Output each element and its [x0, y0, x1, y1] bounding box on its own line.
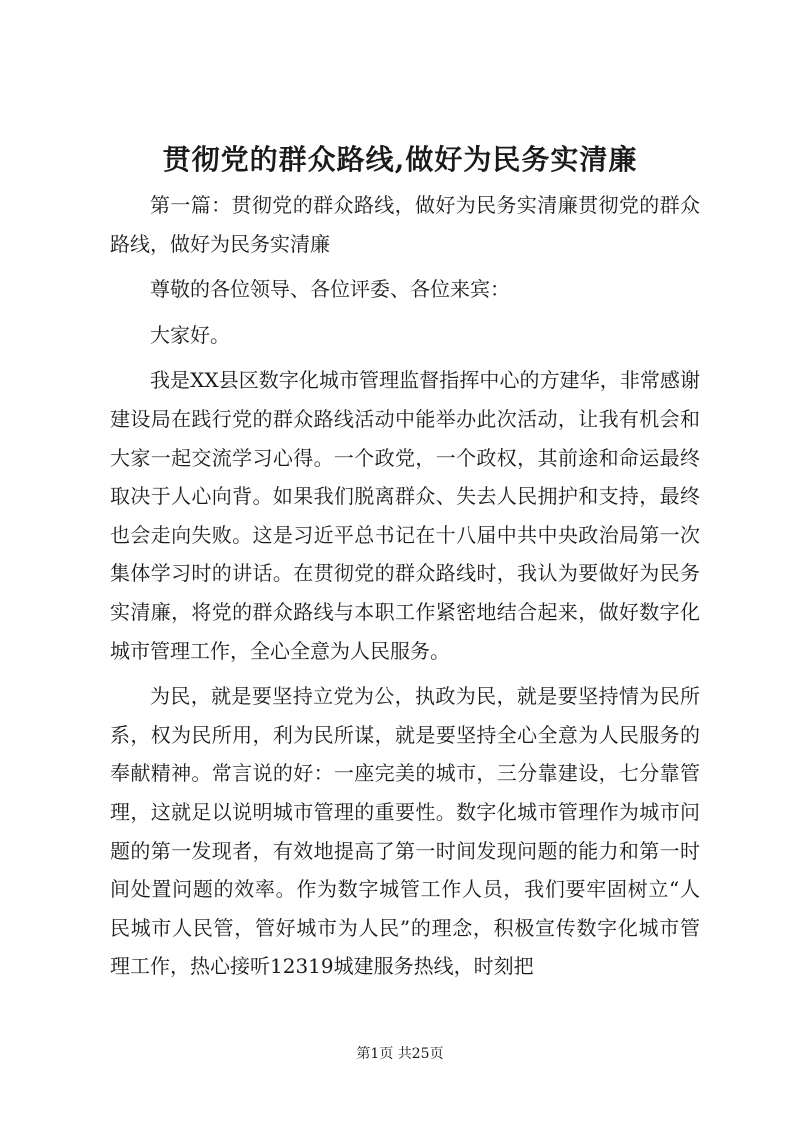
document-title: 贯彻党的群众路线,做好为民务实清廉: [162, 143, 638, 176]
paragraph-salutation: 尊敬的各位领导、各位评委、各位来宾：: [150, 277, 510, 302]
paragraph-introduction: 我是XX县区数字化城市管理监督指挥中心的方建华，非常感谢建设局在践行党的群众路线活动中能举办此次活动，让我有机会和大家一起交流学习心得。一个政党，一个政权，其前途和命运最终取决于人心向背。如果我们脱离群众、失去人民拥护和支持，最终也会走向失败。这是习近平总书记在十八届中共中央政治局第一次集体学习时的讲话。在贯彻党的群众路线时，我认为要做好为民务实清廉，将党的群众路线与本职工作紧密地结合起来，做好数字化城市管理工作，全心全意为人民服务。: [110, 368, 700, 663]
page-footer: 第1页 共25页: [356, 1046, 444, 1062]
paragraph-heading-line: 第一篇：贯彻党的群众路线，做好为民务实清廉贯彻党的群众路线，做好为民务实清廉: [110, 193, 700, 256]
paragraph-serve-people: 为民，就是要坚持立党为公，执政为民，就是要坚持情为民所系，权为民所用，利为民所谋，就是要坚持全心全意为人民服务的奉献精神。常言说的好：一座完美的城市，三分靠建设，七分靠管理，这就足以说明城市管理的重要性。数字化城市管理作为城市问题的第一发现者，有效地提高了第一时间发现问题的能力和第一时间处置问题的效率。作为数字城管工作人员，我们要牢固树立“人民城市人民管，管好城市为人民”的理念，积极宣传数字化城市管理工作，热心接听12319城建服务热线，时刻把: [110, 684, 700, 979]
paragraph-greeting: 大家好。: [150, 322, 230, 347]
document-body: [110, 186, 700, 993]
